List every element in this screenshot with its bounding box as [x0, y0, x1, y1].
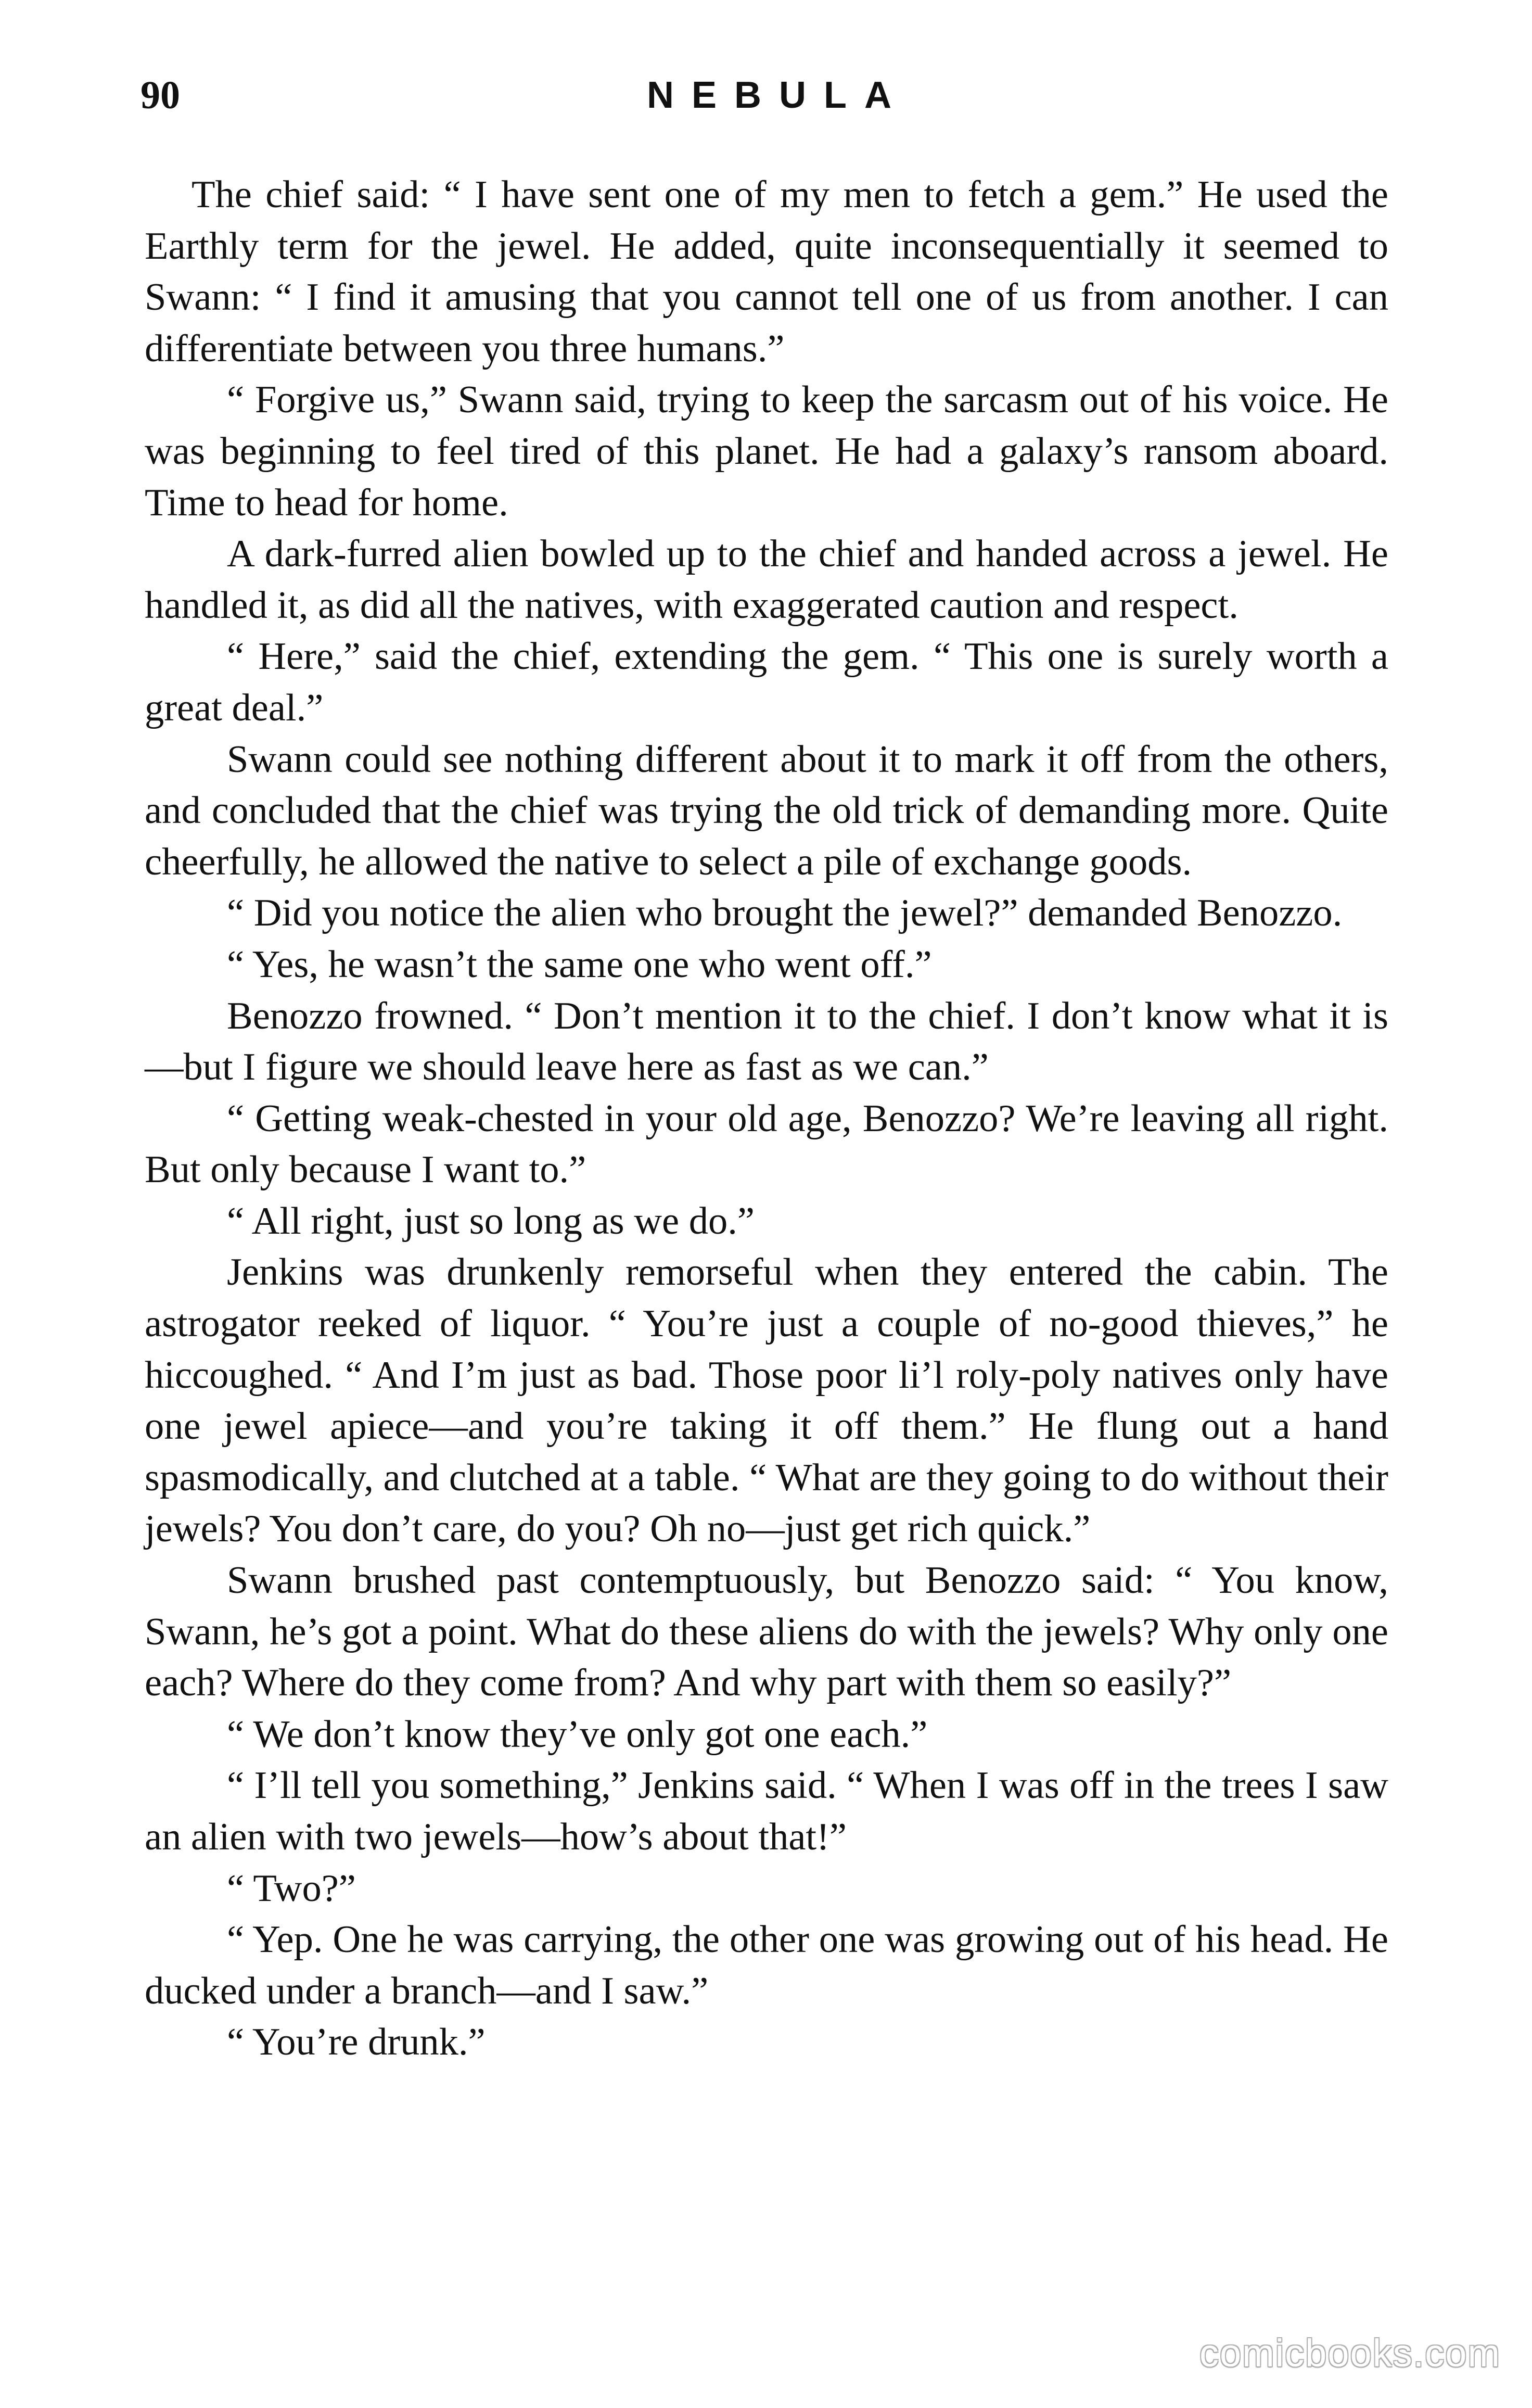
paragraph: Jenkins was drunkenly remorseful when they entered the cabin. The astrogator reeked of liquor. “ You’re just a couple of no-good thieves,” he hiccoughed. “ And I’m just as bad. Those poor li’l roly-poly natives only have one jewel apiece—and you’re taking it off them.” He flung out a hand spasmodically, and clutched at a table. “ What are they going to do without their jewels? You don’t care, do you? Oh no—just get rich quick.” [145, 1251, 1388, 1551]
magazine-title: NEBULA [647, 74, 909, 116]
page-number: 90 [141, 73, 180, 117]
paragraph: Benozzo frowned. “ Don’t mention it to the chief. I don’t know what it is—but I figure we should leave here as fast as we can.” [145, 994, 1388, 1089]
paragraph: “ All right, just so long as we do.” [227, 1199, 755, 1243]
running-head [141, 67, 1384, 124]
paragraph: “ You’re drunk.” [227, 2021, 486, 2064]
paragraph: “ Forgive us,” Swann said, trying to keep the sarcasm out of his voice. He was beginning to feel tired of this planet. He had a galaxy’s ransom aboard. Time to head for home. [145, 378, 1388, 524]
paragraph: Swann brushed past contemptuously, but Benozzo said: “ You know, Swann, he’s got a point. What do these aliens do with the jewels? Why only one each? Where do they come from? And why part with them so easily?” [145, 1559, 1388, 1705]
paragraph: “ Yep. One he was carrying, the other one was growing out of his head. He ducked under a branch—and I saw.” [145, 1918, 1388, 2012]
paragraph: “ Yes, he wasn’t the same one who went off.” [227, 943, 932, 986]
paragraph: “ I’ll tell you something,” Jenkins said. “ When I was off in the trees I saw an alien with two jewels—how’s about that!” [145, 1764, 1388, 1858]
paragraph: Swann could see nothing different about it to mark it off from the others, and concluded that the chief was trying the old trick of demanding more. Quite cheerfully, he allowed the native to select a pile of exchange goods. [145, 738, 1388, 883]
paragraph: The chief said: “ I have sent one of my men to fetch a gem.” He used the Earthly term for the jewel. He added, quite inconsequentially it seemed to Swann: “ I find it amusing that you cannot tell one of us from another. I can differentiate between you three humans.” [145, 173, 1388, 370]
paragraph: “ Two?” [227, 1867, 356, 1910]
paragraph: “ Here,” said the chief, extending the gem. “ This one is surely worth a great deal.” [145, 635, 1388, 729]
paragraph: “ Getting weak-chested in your old age, Benozzo? We’re leaving all right. But only because I want to.” [145, 1097, 1388, 1192]
paragraph: “ Did you notice the alien who brought the jewel?” demanded Benozzo. [227, 892, 1343, 935]
paragraph: “ We don’t know they’ve only got one each.” [227, 1713, 928, 1756]
story-text [145, 169, 1388, 2068]
paragraph: A dark-furred alien bowled up to the chief and handed across a jewel. He handled it, as did all the natives, with exaggerated caution and respect. [145, 533, 1388, 627]
watermark: comicbooks.com [1199, 2331, 1501, 2375]
